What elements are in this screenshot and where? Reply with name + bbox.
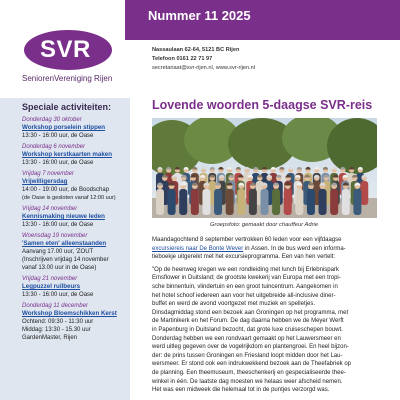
event-detail: (Inschrijven vrijdag 14 november <box>22 257 109 263</box>
quote-line: in Papenburg in Duitsland bezocht, dat grote luxe cruiseschepen bouwt. <box>152 326 343 333</box>
person-figure <box>168 189 176 215</box>
person-figure <box>261 189 269 215</box>
quote-line: het hotel schoof iedereen aan voor het uitgebreide all-inclusive diner- <box>152 292 336 299</box>
intro-line: Maandagochtend 8 september vertrokken 60 leden voor een vijfdaagse <box>152 237 342 243</box>
person-figure <box>353 189 361 215</box>
event-detail: Aanvang 17.00 uur, 'ZOUT <box>22 249 94 255</box>
person-figure <box>330 189 338 215</box>
quote-line: de Martinikerk en het Forum. De dag daarna hebben we de Meyer Werft <box>152 318 344 325</box>
person-figure <box>360 181 368 205</box>
quote-line: Dinsdagmiddag stond een bezoek aan Groningen op het programma, met <box>152 309 349 316</box>
event-date: Vrijdag 7 november <box>22 171 74 177</box>
event-item <box>22 275 128 299</box>
address-block <box>152 46 255 73</box>
intro-line: in Assen. In de bus werd een informa- <box>243 245 346 252</box>
person-figure <box>295 189 303 215</box>
quote-line: sche binnentuin, vlindertuin en een groot tuincentrum. Aangekomen in <box>152 283 338 290</box>
quote-line: Het was een midweek die helemaal tot in de puntjes verzorgd was. <box>152 387 330 394</box>
person-figure <box>272 189 280 215</box>
person-figure <box>284 189 292 215</box>
sidebar-title: Speciale activiteiten: <box>22 102 112 112</box>
event-detail: (de Oase is gesloten vanaf 12:00 uur) <box>22 195 116 201</box>
article-quote <box>152 266 378 395</box>
event-detail: GardenMaster, Rijen <box>22 335 78 341</box>
svr-logo <box>22 30 132 90</box>
event-item <box>22 232 128 272</box>
quote-line: Emsflower in Duitsland; de grootste kwekerij van Europa met een tropi- <box>152 275 341 282</box>
logo-letters: SVR <box>40 36 91 63</box>
event-date: Donderdag 11 december <box>22 303 88 309</box>
event-date: Woensdag 19 november <box>22 233 88 239</box>
event-item <box>22 302 128 342</box>
person-figure <box>319 189 327 215</box>
person-figure <box>249 189 257 215</box>
article-intro <box>152 236 378 262</box>
event-link[interactable]: Workshop kerstkaarten maken <box>22 151 112 158</box>
quote-line: winkel in één. De laatste dag moesten we helaas weer afscheid nemen. <box>152 378 343 385</box>
event-link[interactable]: 'Samen eten' alleenstaanden <box>22 240 107 247</box>
event-link[interactable]: Workshop Bloemschikken Kerst <box>22 310 117 317</box>
address-line: Nassaulaan 62-64, 5121 BC Rijen <box>152 47 240 53</box>
quote-line: "Op de heenweg kregen we een rondleiding met lunch bij Erlebnispark <box>152 266 339 273</box>
phone-line: Telefoon 0161 22 71 97 <box>152 56 213 62</box>
sidebar <box>0 98 130 400</box>
quote-line: werd uitleg gegeven over de vogelrijkdom en plantengroei. En heel bijzon- <box>152 344 349 351</box>
event-detail: vanaf 13.00 uur in de Oase) <box>22 265 97 271</box>
event-link[interactable]: Workshop porselein stippen <box>22 124 106 131</box>
quote-line: buffet en werd de avond voortgezet met muziek en spelletjes. <box>152 301 315 308</box>
person-figure <box>307 189 315 215</box>
quote-line: wersmeer. Er stond ook een indrukwekkend bezoek aan de Theefabriek op <box>152 361 352 368</box>
issue-number: Nummer 11 2025 <box>148 8 251 23</box>
article-title: Lovende woorden 5-daagse SVR-reis <box>152 98 373 112</box>
event-detail: Ochtend: 09:30 - 11:30 uur <box>22 319 94 325</box>
person-figure <box>237 189 245 215</box>
person-figure <box>342 189 350 215</box>
event-link[interactable]: Vrijwilligersdag <box>22 178 68 185</box>
event-detail: 13:30 - 16:00 uur, de Oase <box>22 160 94 166</box>
event-detail: 14:00 - 19:00 uur, de Boodschap <box>22 187 110 193</box>
event-link[interactable]: Kennismaking nieuwe leden <box>22 213 105 220</box>
event-link[interactable]: Legpuzzel ruilbeurs <box>22 283 81 290</box>
event-item <box>22 205 128 229</box>
email-web-line[interactable]: secretariaat@svr-rijen.nl, www.svr-rijen.nl <box>152 65 255 71</box>
article-body <box>152 236 378 399</box>
event-date: Donderdag 6 november <box>22 144 86 150</box>
event-item <box>22 143 128 167</box>
logo-name: SeniorenVereniging Rijen <box>22 74 113 83</box>
group-photo <box>152 118 377 218</box>
quote-line: der: de prins tussen Groningen en Friesland loopt midden door het Lau- <box>152 352 343 359</box>
intro-line: tieboekje uitgereikt met het excursieprogramma. Een van hen vertelt: <box>152 254 336 261</box>
event-detail: 13:30 - 16:00 uur, de Oase <box>22 133 94 139</box>
person-figure <box>191 189 199 215</box>
event-date: Donderdag 30 oktober <box>22 117 82 123</box>
event-detail: Middag: 13:30 - 15.30 uur <box>22 327 91 333</box>
event-date: Vrijdag 14 november <box>22 206 78 212</box>
excursion-link[interactable]: excursiereis naar De Bonte Wever <box>152 245 244 252</box>
event-detail: 13:30 - 16:00 uur, de Oase <box>22 222 94 228</box>
person-figure <box>214 189 222 215</box>
photo-caption: Groepsfoto: gemaakt door chauffeur Adrie <box>210 222 319 228</box>
event-item <box>22 116 128 140</box>
person-figure <box>156 189 164 215</box>
event-detail: 13:30 - 16:00 uur, de Oase <box>22 292 94 298</box>
person-figure <box>179 189 187 215</box>
person-figure <box>202 189 210 215</box>
event-item <box>22 170 128 202</box>
quote-line: de planning. Een theemuseum, theeschenkerij en gespecialiseerde thee- <box>152 369 346 376</box>
person-figure <box>226 189 234 215</box>
quote-line: Donderdag hebben we een rondvaart gemaakt op het Lauwersmeer en <box>152 335 341 342</box>
event-date: Vrijdag 21 november <box>22 276 78 282</box>
